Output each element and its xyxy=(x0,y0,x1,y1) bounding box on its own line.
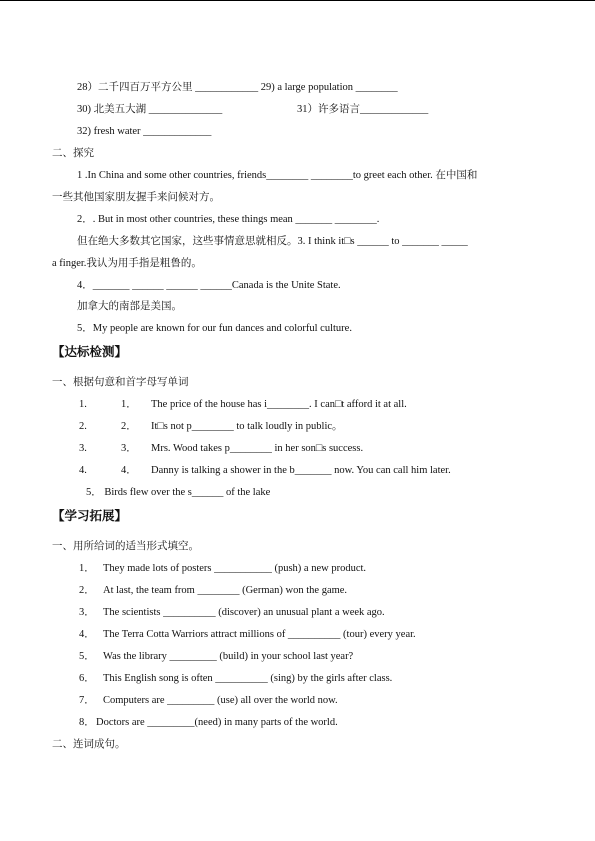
extend-item-1-text: They made lots of posters ___________ (push) a new product. xyxy=(103,563,367,574)
extend-item-3-text: The scientists __________ (discover) an unusual plant a week ago. xyxy=(103,607,385,618)
check-item-1-num: 1. xyxy=(79,399,87,410)
extend-item-3-num: 3． xyxy=(79,607,95,618)
extend-item-6-num: 6． xyxy=(79,673,95,684)
extend-item-7-text: Computers are _________ (use) all over the world now. xyxy=(103,695,338,706)
extend-item-1-num: 1． xyxy=(79,563,95,574)
vocab-item-28: 28）二千四百万平方公里 ____________ 29) a large population ________ xyxy=(77,82,398,93)
extend-item-8-num: 8． xyxy=(79,717,95,728)
extend-item-4-num: 4． xyxy=(79,629,95,640)
vocab-item-30: 30) 北美五大湖 ______________ xyxy=(77,104,223,115)
extend-heading: 【学习拓展】 xyxy=(52,508,128,523)
explore-line-3-cont: a finger.我认为用手指是粗鲁的。 xyxy=(52,258,202,269)
extend-item-6-text: This English song is often __________ (sing) by the girls after class. xyxy=(103,673,393,684)
extend-item-2-text: At last, the team from ________ (German) won the game. xyxy=(103,585,348,596)
extend-item-8-text: Doctors are _________(need) in many parts of the world. xyxy=(96,717,338,728)
explore-line-5: 5．My people are known for our fun dances and colorful culture. xyxy=(77,323,352,334)
extend-item-4-text: The Terra Cotta Warriors attract millions of __________ (tour) every year. xyxy=(103,629,416,640)
check-heading: 【达标检测】 xyxy=(52,344,128,359)
check-item-4-num2: 4． xyxy=(121,465,137,476)
check-item-3-num: 3. xyxy=(79,443,87,454)
check-item-3-num2: 3． xyxy=(121,443,137,454)
extend-subheading: 一、用所给词的适当形式填空。 xyxy=(52,541,199,552)
explore-heading: 二、探究 xyxy=(52,148,94,159)
check-subheading: 一、根据句意和首字母写单词 xyxy=(52,377,189,388)
explore-line-1-cont: 一些其他国家朋友握手来问候对方。 xyxy=(52,192,220,203)
extend-item-5-text: Was the library _________ (build) in your school last year? xyxy=(103,651,354,662)
check-item-4-num: 4. xyxy=(79,465,87,476)
check-item-4-text: Danny is talking a shower in the b_______ now. You can call him later. xyxy=(151,465,451,476)
check-item-2-text: It□s not p________ to talk loudly in public。 xyxy=(151,421,343,432)
explore-line-4-cont: 加拿大的南部是美国。 xyxy=(77,301,182,312)
check-item-5: 5． Birds flew over the s______ of the lake xyxy=(86,487,271,498)
check-item-3-text: Mrs. Wood takes p________ in her son□s success. xyxy=(151,443,364,454)
check-item-2-num: 2. xyxy=(79,421,87,432)
extend-item-2-num: 2． xyxy=(79,585,95,596)
top-border-line xyxy=(0,0,595,1)
check-item-1-text: The price of the house has i________. I can□t afford it at all. xyxy=(151,399,407,410)
extend-item-5-num: 5． xyxy=(79,651,95,662)
explore-line-2: 2．. But in most other countries, these things mean _______ ________. xyxy=(77,214,380,225)
extend-item-7-num: 7． xyxy=(79,695,95,706)
check-item-1-num2: 1． xyxy=(121,399,137,410)
explore-line-1: 1 .In China and some other countries, friends________ ________to greet each other. 在中国和 xyxy=(77,170,478,181)
explore-line-4: 4．_______ ______ ______ ______Canada is the Unite State. xyxy=(77,280,341,291)
check-item-2-num2: 2． xyxy=(121,421,137,432)
vocab-item-32: 32) fresh water _____________ xyxy=(77,126,212,137)
next-section-heading: 二、连词成句。 xyxy=(52,739,126,750)
vocab-item-31: 31）许多语言_____________ xyxy=(297,104,429,115)
explore-line-3: 但在绝大多数其它国家，这些事情意思就相反。3. I think it□s ______ to _______ _____ xyxy=(77,236,468,247)
